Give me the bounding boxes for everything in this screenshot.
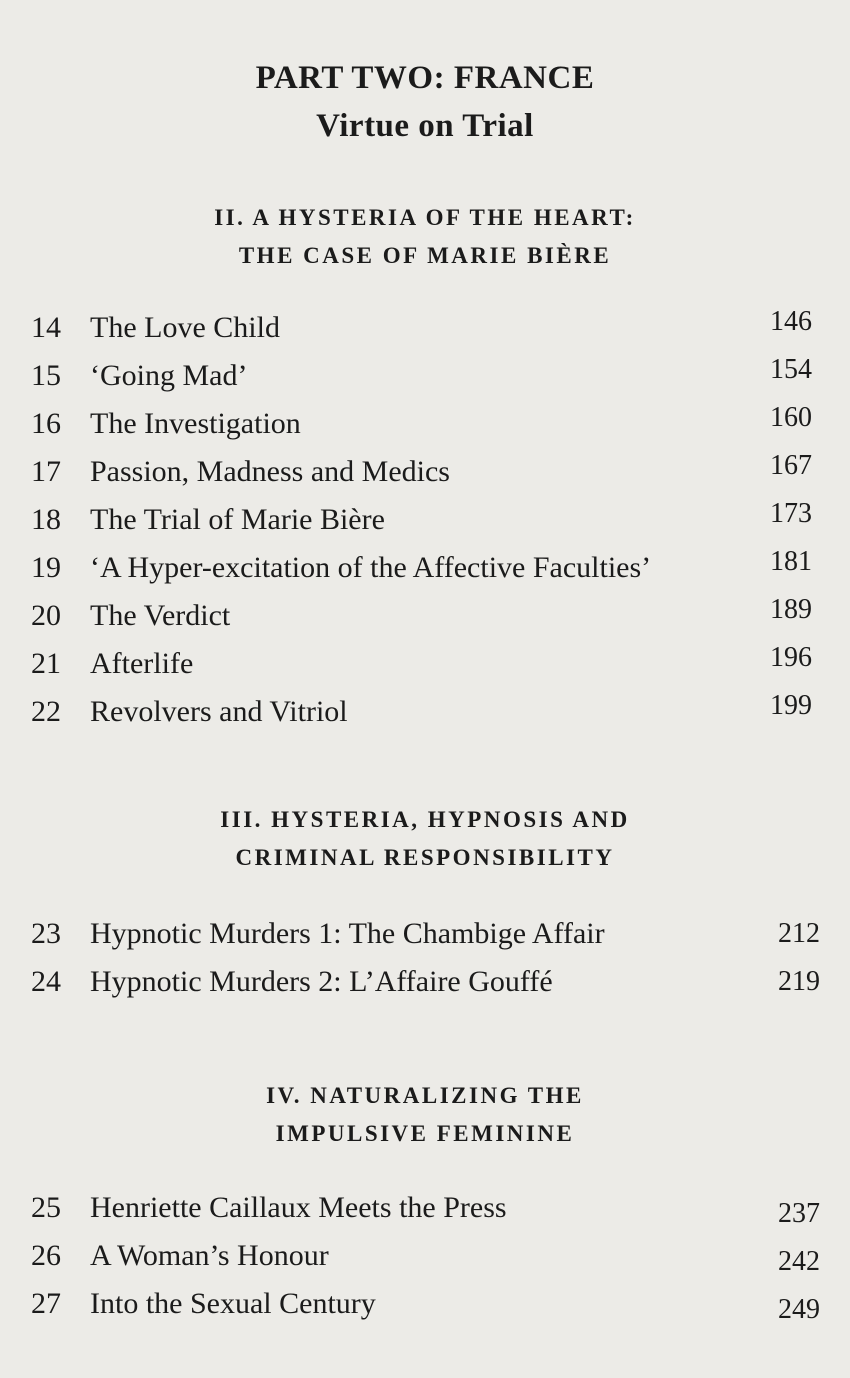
chapter-number: 15 bbox=[31, 359, 61, 392]
chapter-title: Revolvers and Vitriol bbox=[90, 695, 348, 728]
chapter-title: The Investigation bbox=[90, 407, 301, 440]
chapter-title: The Verdict bbox=[90, 599, 231, 632]
page-number: 249 bbox=[778, 1294, 820, 1325]
section-heading-line: III. HYSTERIA, HYPNOSIS AND bbox=[220, 807, 630, 832]
section-heading-line: IMPULSIVE FEMININE bbox=[275, 1121, 575, 1146]
chapter-number: 19 bbox=[31, 551, 61, 584]
toc-entry bbox=[0, 914, 850, 954]
chapter-title: ‘A Hyper-excitation of the Affective Faculties’ bbox=[90, 551, 652, 584]
chapter-title: Afterlife bbox=[90, 647, 194, 680]
page-number: 154 bbox=[770, 354, 812, 385]
chapter-number: 22 bbox=[31, 695, 61, 728]
page-number: 219 bbox=[778, 966, 820, 997]
toc-entry bbox=[0, 644, 850, 684]
chapter-title: Hypnotic Murders 2: L’Affaire Gouffé bbox=[90, 965, 553, 998]
chapter-number: 14 bbox=[31, 311, 61, 344]
chapter-number: 25 bbox=[31, 1191, 61, 1224]
chapter-title: Passion, Madness and Medics bbox=[90, 455, 450, 488]
page-number: 237 bbox=[778, 1198, 820, 1229]
toc-entry bbox=[0, 1188, 850, 1228]
chapter-title: The Love Child bbox=[90, 311, 280, 344]
toc-entry bbox=[0, 404, 850, 444]
section-heading-line: THE CASE OF MARIE BIÈRE bbox=[238, 243, 612, 268]
chapter-number: 26 bbox=[31, 1239, 61, 1272]
chapter-number: 23 bbox=[31, 917, 61, 950]
chapter-title: Hypnotic Murders 1: The Chambige Affair bbox=[90, 917, 605, 950]
chapter-title: ‘Going Mad’ bbox=[90, 359, 248, 392]
page-number: 181 bbox=[770, 546, 812, 577]
toc-entry bbox=[0, 308, 850, 348]
part-subtitle: Virtue on Trial bbox=[316, 108, 534, 144]
part-heading: PART TWO: FRANCE bbox=[255, 60, 595, 96]
chapter-number: 20 bbox=[31, 599, 61, 632]
chapter-title: A Woman’s Honour bbox=[90, 1239, 329, 1272]
page-number: 242 bbox=[778, 1246, 820, 1277]
page-number: 199 bbox=[770, 690, 812, 721]
chapter-title: The Trial of Marie Bière bbox=[90, 503, 385, 536]
chapter-number: 17 bbox=[31, 455, 61, 488]
toc-entry bbox=[0, 452, 850, 492]
chapter-number: 21 bbox=[31, 647, 61, 680]
page-number: 173 bbox=[770, 498, 812, 529]
page-number: 146 bbox=[770, 306, 812, 337]
chapter-number: 18 bbox=[31, 503, 61, 536]
chapter-number: 24 bbox=[31, 965, 61, 998]
toc-entry bbox=[0, 356, 850, 396]
chapter-title: Henriette Caillaux Meets the Press bbox=[90, 1191, 507, 1224]
page-number: 196 bbox=[770, 642, 812, 673]
page-number: 167 bbox=[770, 450, 812, 481]
chapter-number: 27 bbox=[31, 1287, 61, 1320]
toc-entry bbox=[0, 500, 850, 540]
section-heading-line: CRIMINAL RESPONSIBILITY bbox=[235, 845, 615, 870]
toc-entry bbox=[0, 596, 850, 636]
section-heading-line: II. A HYSTERIA OF THE HEART: bbox=[214, 205, 636, 230]
toc-entry bbox=[0, 1236, 850, 1276]
chapter-title: Into the Sexual Century bbox=[90, 1287, 376, 1320]
toc-entry bbox=[0, 962, 850, 1002]
toc-entry bbox=[0, 1284, 850, 1324]
page-number: 189 bbox=[770, 594, 812, 625]
toc-entry bbox=[0, 548, 850, 588]
toc-entry bbox=[0, 692, 850, 732]
page-number: 160 bbox=[770, 402, 812, 433]
section-heading-line: IV. NATURALIZING THE bbox=[266, 1083, 584, 1108]
chapter-number: 16 bbox=[31, 407, 61, 440]
page-number: 212 bbox=[778, 918, 820, 949]
